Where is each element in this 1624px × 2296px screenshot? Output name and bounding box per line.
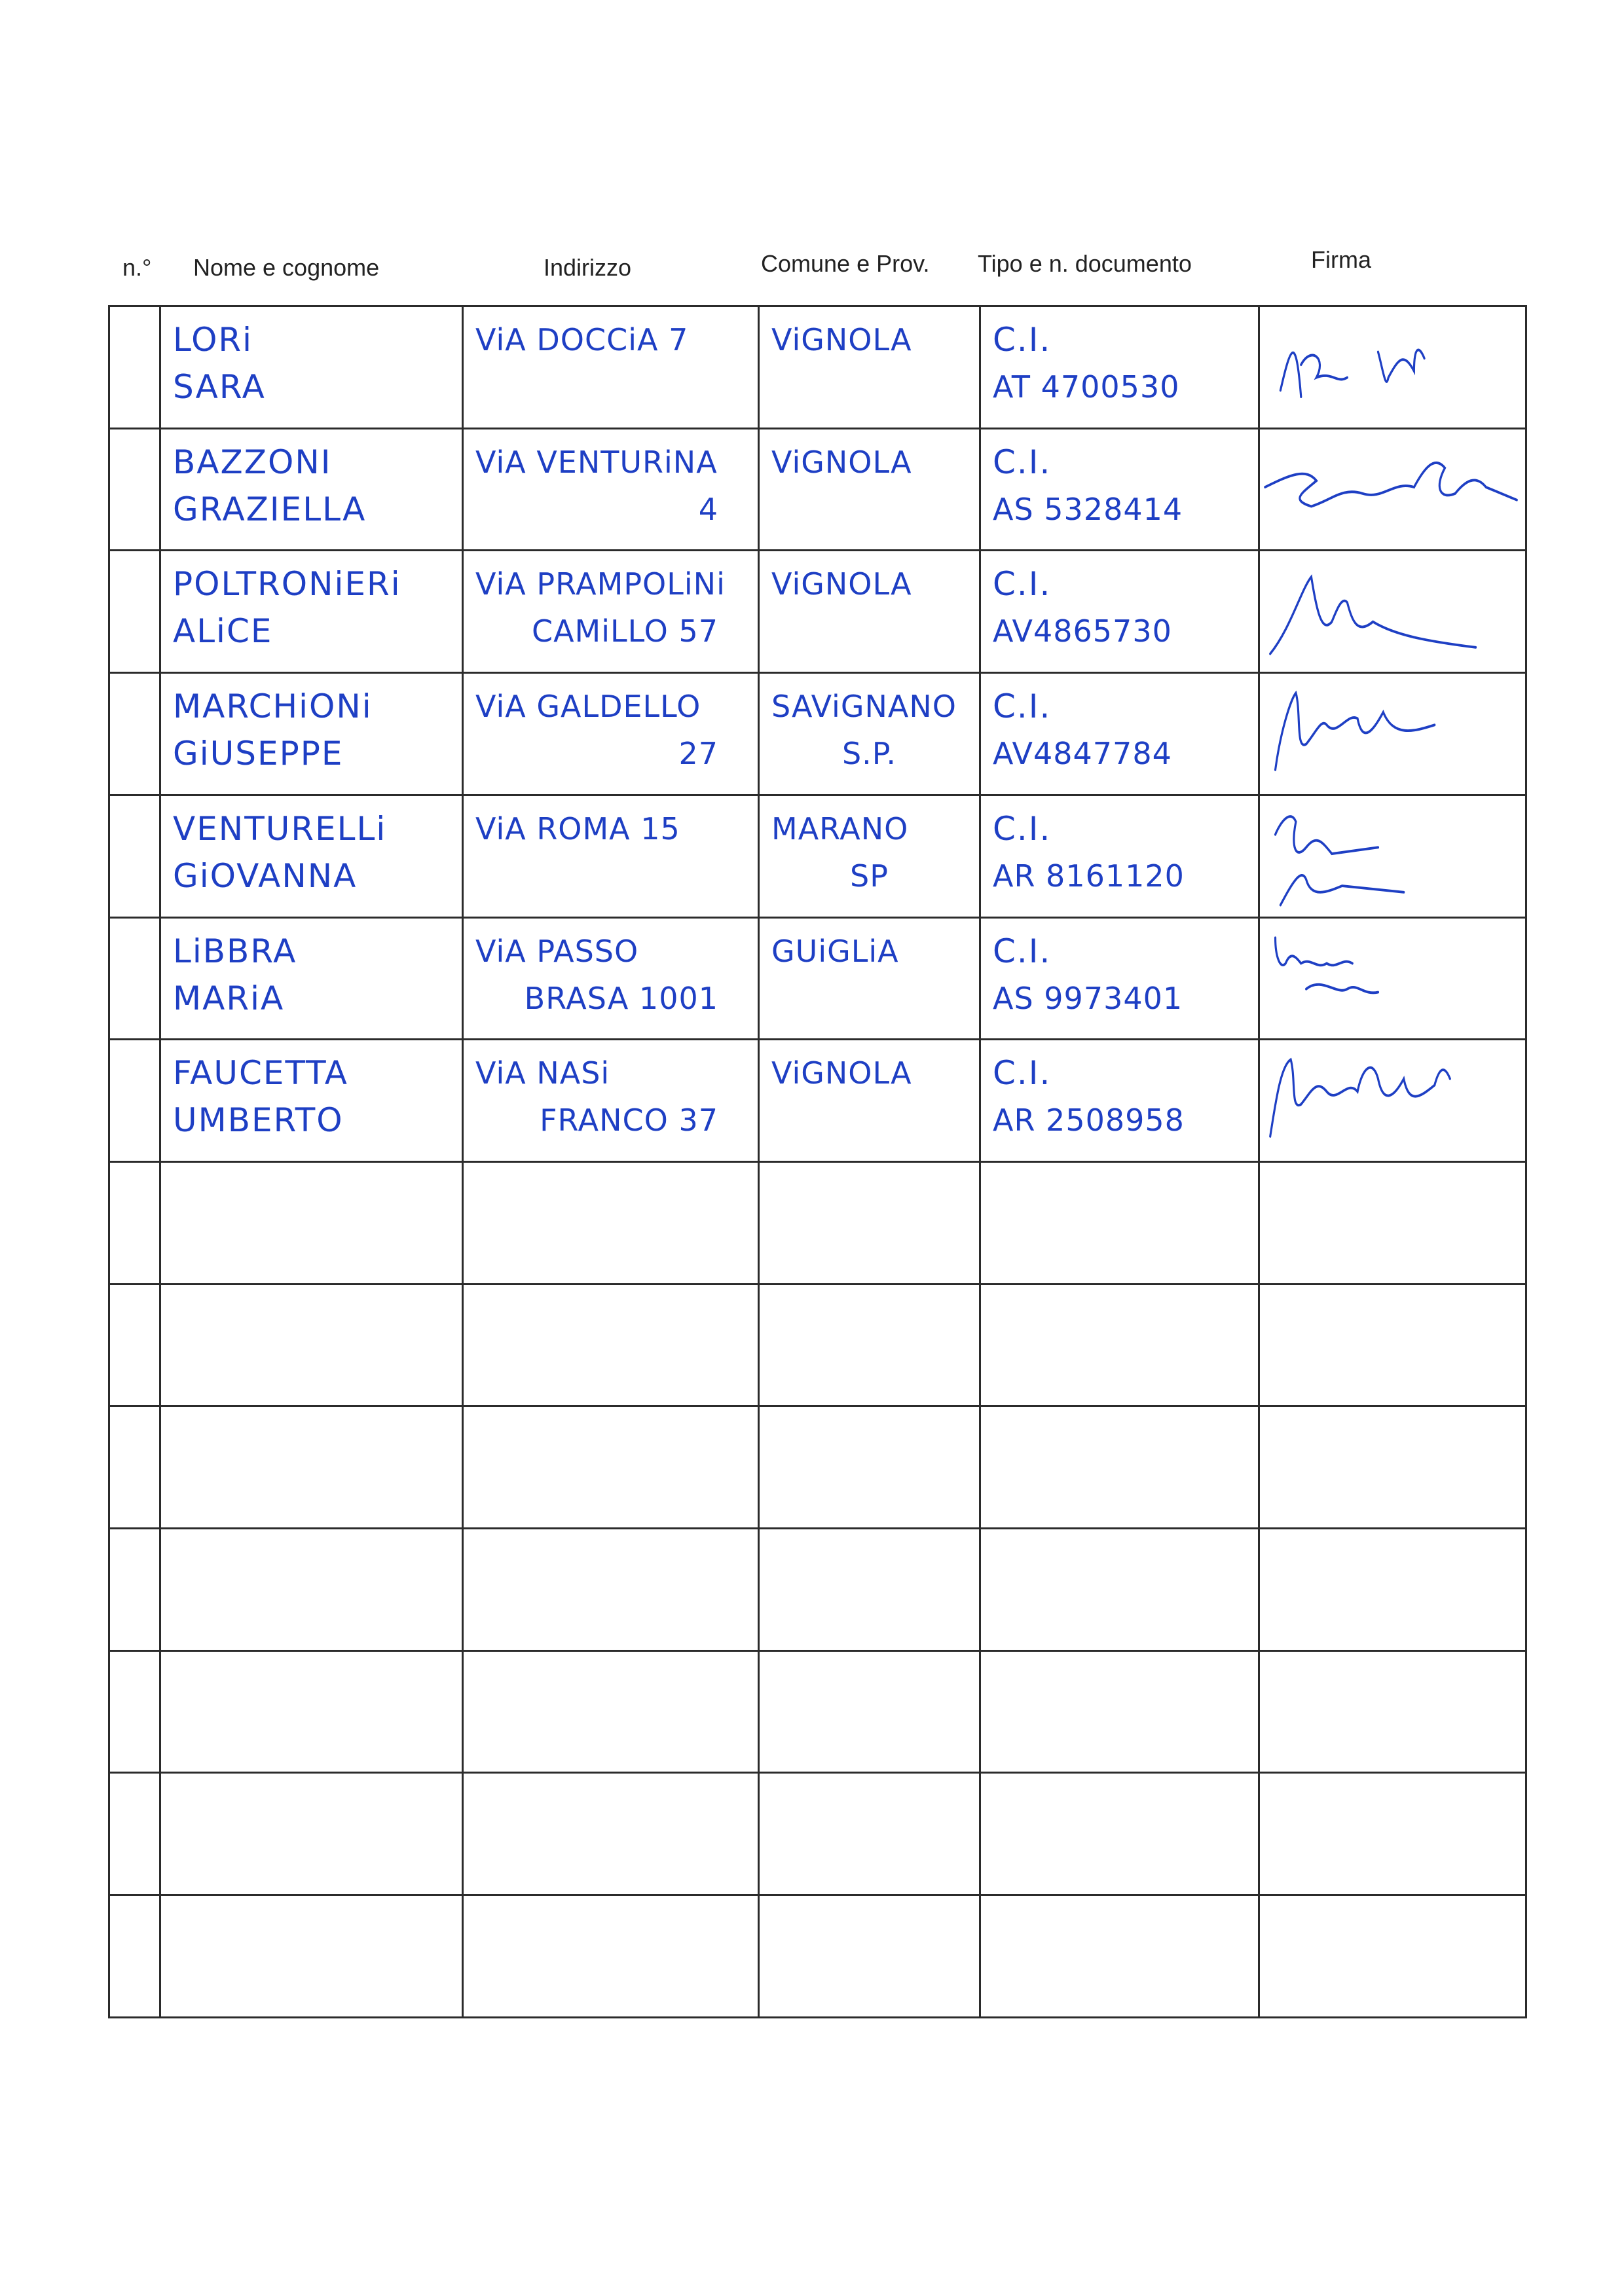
signature-cell <box>1259 306 1526 429</box>
name-line-1: VENTURELLi <box>173 809 387 848</box>
signature-table <box>108 305 1527 2018</box>
city-cell <box>759 1040 980 1162</box>
city-line-1: MARANO <box>771 811 909 847</box>
city-cell <box>759 795 980 917</box>
document-number: AR 8161120 <box>993 858 1185 894</box>
table-row <box>109 917 1526 1040</box>
address-line-1: ViA VENTURiNA <box>475 444 718 480</box>
table-row <box>109 551 1526 673</box>
city-cell <box>759 1161 980 1284</box>
name-cell <box>160 306 463 429</box>
signature-cell <box>1259 1284 1526 1406</box>
address-cell <box>463 1773 759 1895</box>
column-headers <box>0 236 1624 288</box>
name-line-2: MARiA <box>173 979 285 1017</box>
address-line-1: ViA GALDELLO <box>475 689 701 725</box>
name-cell <box>160 673 463 795</box>
row-number-cell <box>109 1773 160 1895</box>
name-cell <box>160 1161 463 1284</box>
row-number-cell <box>109 795 160 917</box>
name-cell <box>160 1529 463 1651</box>
name-line-2: UMBERTO <box>173 1101 344 1140</box>
document-number: AV4865730 <box>993 613 1172 649</box>
city-cell <box>759 1773 980 1895</box>
handwritten-signature <box>1260 919 1526 1040</box>
city-line-1: GUiGLiA <box>771 933 899 969</box>
document-type: C.I. <box>993 565 1052 604</box>
signature-cell <box>1259 1773 1526 1895</box>
signature-stroke <box>1265 463 1517 507</box>
empty-table-row <box>109 1773 1526 1895</box>
name-cell <box>160 1040 463 1162</box>
row-number-cell <box>109 917 160 1040</box>
document-cell <box>980 428 1259 551</box>
name-line-1: POLTRONiERi <box>173 565 401 604</box>
address-line-2: CAMiLLO 57 <box>531 613 718 649</box>
handwritten-signature <box>1260 429 1526 551</box>
header-document: Tipo e n. documento <box>978 250 1192 277</box>
address-cell <box>463 795 759 917</box>
city-cell <box>759 1650 980 1773</box>
address-line-2: 4 <box>698 491 718 527</box>
table-row <box>109 306 1526 429</box>
signature-stroke <box>1276 816 1404 905</box>
name-cell <box>160 795 463 917</box>
name-cell <box>160 428 463 551</box>
document-number: AS 5328414 <box>993 491 1183 527</box>
name-line-2: GRAZIELLA <box>173 490 367 528</box>
address-cell <box>463 1406 759 1529</box>
document-cell <box>980 1895 1259 2018</box>
city-cell <box>759 551 980 673</box>
address-line-2: BRASA 1001 <box>524 980 718 1016</box>
city-line-1: ViGNOLA <box>771 322 912 357</box>
city-line-2: SP <box>850 858 889 894</box>
signature-stroke <box>1276 938 1378 993</box>
row-number-cell <box>109 1040 160 1162</box>
signature-cell <box>1259 1650 1526 1773</box>
row-number-cell <box>109 1406 160 1529</box>
name-cell <box>160 1895 463 2018</box>
address-line-1: ViA PASSO <box>475 933 639 969</box>
city-cell <box>759 428 980 551</box>
row-number-cell <box>109 428 160 551</box>
address-cell <box>463 1529 759 1651</box>
row-number-cell <box>109 1284 160 1406</box>
address-cell <box>463 551 759 673</box>
document-cell <box>980 306 1259 429</box>
header-signature: Firma <box>1311 246 1371 273</box>
handwritten-signature <box>1260 674 1526 795</box>
signature-cell <box>1259 1040 1526 1162</box>
row-number-cell <box>109 1161 160 1284</box>
name-line-1: FAUCETTA <box>173 1054 349 1093</box>
empty-table-row <box>109 1161 1526 1284</box>
signature-cell <box>1259 1895 1526 2018</box>
city-cell <box>759 673 980 795</box>
address-line-2: 27 <box>678 736 718 772</box>
signature-cell <box>1259 1529 1526 1651</box>
name-line-2: GiUSEPPE <box>173 735 344 773</box>
address-cell <box>463 306 759 429</box>
row-number-cell <box>109 1650 160 1773</box>
name-line-2: GiOVANNA <box>173 856 358 895</box>
document-number: AS 9973401 <box>993 980 1183 1016</box>
document-cell <box>980 1773 1259 1895</box>
handwritten-signature <box>1260 1040 1526 1161</box>
signature-cell <box>1259 673 1526 795</box>
address-cell <box>463 1040 759 1162</box>
name-line-1: MARCHiONi <box>173 687 373 726</box>
document-cell <box>980 1406 1259 1529</box>
signature-stroke <box>1270 1060 1450 1137</box>
document-type: C.I. <box>993 809 1052 848</box>
row-number-cell <box>109 306 160 429</box>
name-cell <box>160 1650 463 1773</box>
name-cell <box>160 917 463 1040</box>
name-line-2: SARA <box>173 368 266 406</box>
signature-stroke <box>1276 693 1435 769</box>
header-city: Comune e Prov. <box>761 250 930 277</box>
city-line-1: ViGNOLA <box>771 1055 912 1091</box>
handwritten-signature <box>1260 307 1526 428</box>
document-type: C.I. <box>993 321 1052 359</box>
empty-table-row <box>109 1406 1526 1529</box>
row-number-cell <box>109 551 160 673</box>
city-cell <box>759 1284 980 1406</box>
name-cell <box>160 1284 463 1406</box>
address-line-1: ViA ROMA 15 <box>475 811 680 847</box>
row-number-cell <box>109 1895 160 2018</box>
address-cell <box>463 428 759 551</box>
name-line-1: LORi <box>173 321 253 359</box>
document-cell <box>980 1529 1259 1651</box>
signature-cell <box>1259 917 1526 1040</box>
document-cell <box>980 1284 1259 1406</box>
empty-table-row <box>109 1895 1526 2018</box>
signature-cell <box>1259 551 1526 673</box>
address-cell <box>463 1650 759 1773</box>
name-cell <box>160 1773 463 1895</box>
city-cell <box>759 1529 980 1651</box>
table-row <box>109 673 1526 795</box>
address-line-1: ViA NASi <box>475 1055 610 1091</box>
name-cell <box>160 551 463 673</box>
signature-cell <box>1259 1406 1526 1529</box>
header-address: Indirizzo <box>544 254 632 281</box>
table-row <box>109 428 1526 551</box>
address-line-2: FRANCO 37 <box>540 1102 718 1139</box>
signature-cell <box>1259 1161 1526 1284</box>
signature-stroke <box>1270 577 1476 654</box>
signature-cell <box>1259 795 1526 917</box>
empty-table-row <box>109 1284 1526 1406</box>
table-body <box>109 306 1526 2018</box>
handwritten-signature <box>1260 551 1526 672</box>
address-cell <box>463 1284 759 1406</box>
address-line-1: ViA DOCCiA 7 <box>475 322 689 357</box>
header-name: Nome e cognome <box>193 254 380 281</box>
header-number: n.° <box>122 254 152 281</box>
document-number: AR 2508958 <box>993 1102 1185 1139</box>
document-type: C.I. <box>993 443 1052 481</box>
handwritten-signature <box>1260 796 1526 917</box>
document-cell <box>980 1161 1259 1284</box>
signature-sheet <box>108 305 1525 2016</box>
name-line-1: BAZZONI <box>173 443 332 481</box>
address-cell <box>463 673 759 795</box>
row-number-cell <box>109 673 160 795</box>
name-cell <box>160 1406 463 1529</box>
city-line-1: ViGNOLA <box>771 566 912 602</box>
table-row <box>109 1040 1526 1162</box>
city-line-1: ViGNOLA <box>771 444 912 480</box>
city-line-1: SAViGNANO <box>771 689 957 725</box>
city-cell <box>759 306 980 429</box>
empty-table-row <box>109 1650 1526 1773</box>
document-number: AV4847784 <box>993 736 1172 772</box>
name-line-2: ALiCE <box>173 612 273 651</box>
city-line-2: S.P. <box>841 736 897 772</box>
table-row <box>109 795 1526 917</box>
document-cell <box>980 1650 1259 1773</box>
city-cell <box>759 1895 980 2018</box>
address-line-1: ViA PRAMPOLiNi <box>475 566 726 602</box>
document-type: C.I. <box>993 687 1052 726</box>
document-cell <box>980 551 1259 673</box>
city-cell <box>759 1406 980 1529</box>
signature-cell <box>1259 428 1526 551</box>
empty-table-row <box>109 1529 1526 1651</box>
row-number-cell <box>109 1529 160 1651</box>
document-cell <box>980 917 1259 1040</box>
address-cell <box>463 917 759 1040</box>
name-line-1: LiBBRA <box>173 932 297 970</box>
address-cell <box>463 1895 759 2018</box>
document-cell <box>980 673 1259 795</box>
signature-stroke <box>1280 350 1424 397</box>
document-cell <box>980 1040 1259 1162</box>
document-type: C.I. <box>993 1054 1052 1093</box>
city-cell <box>759 917 980 1040</box>
document-type: C.I. <box>993 932 1052 970</box>
document-cell <box>980 795 1259 917</box>
document-number: AT 4700530 <box>993 369 1180 405</box>
address-cell <box>463 1161 759 1284</box>
